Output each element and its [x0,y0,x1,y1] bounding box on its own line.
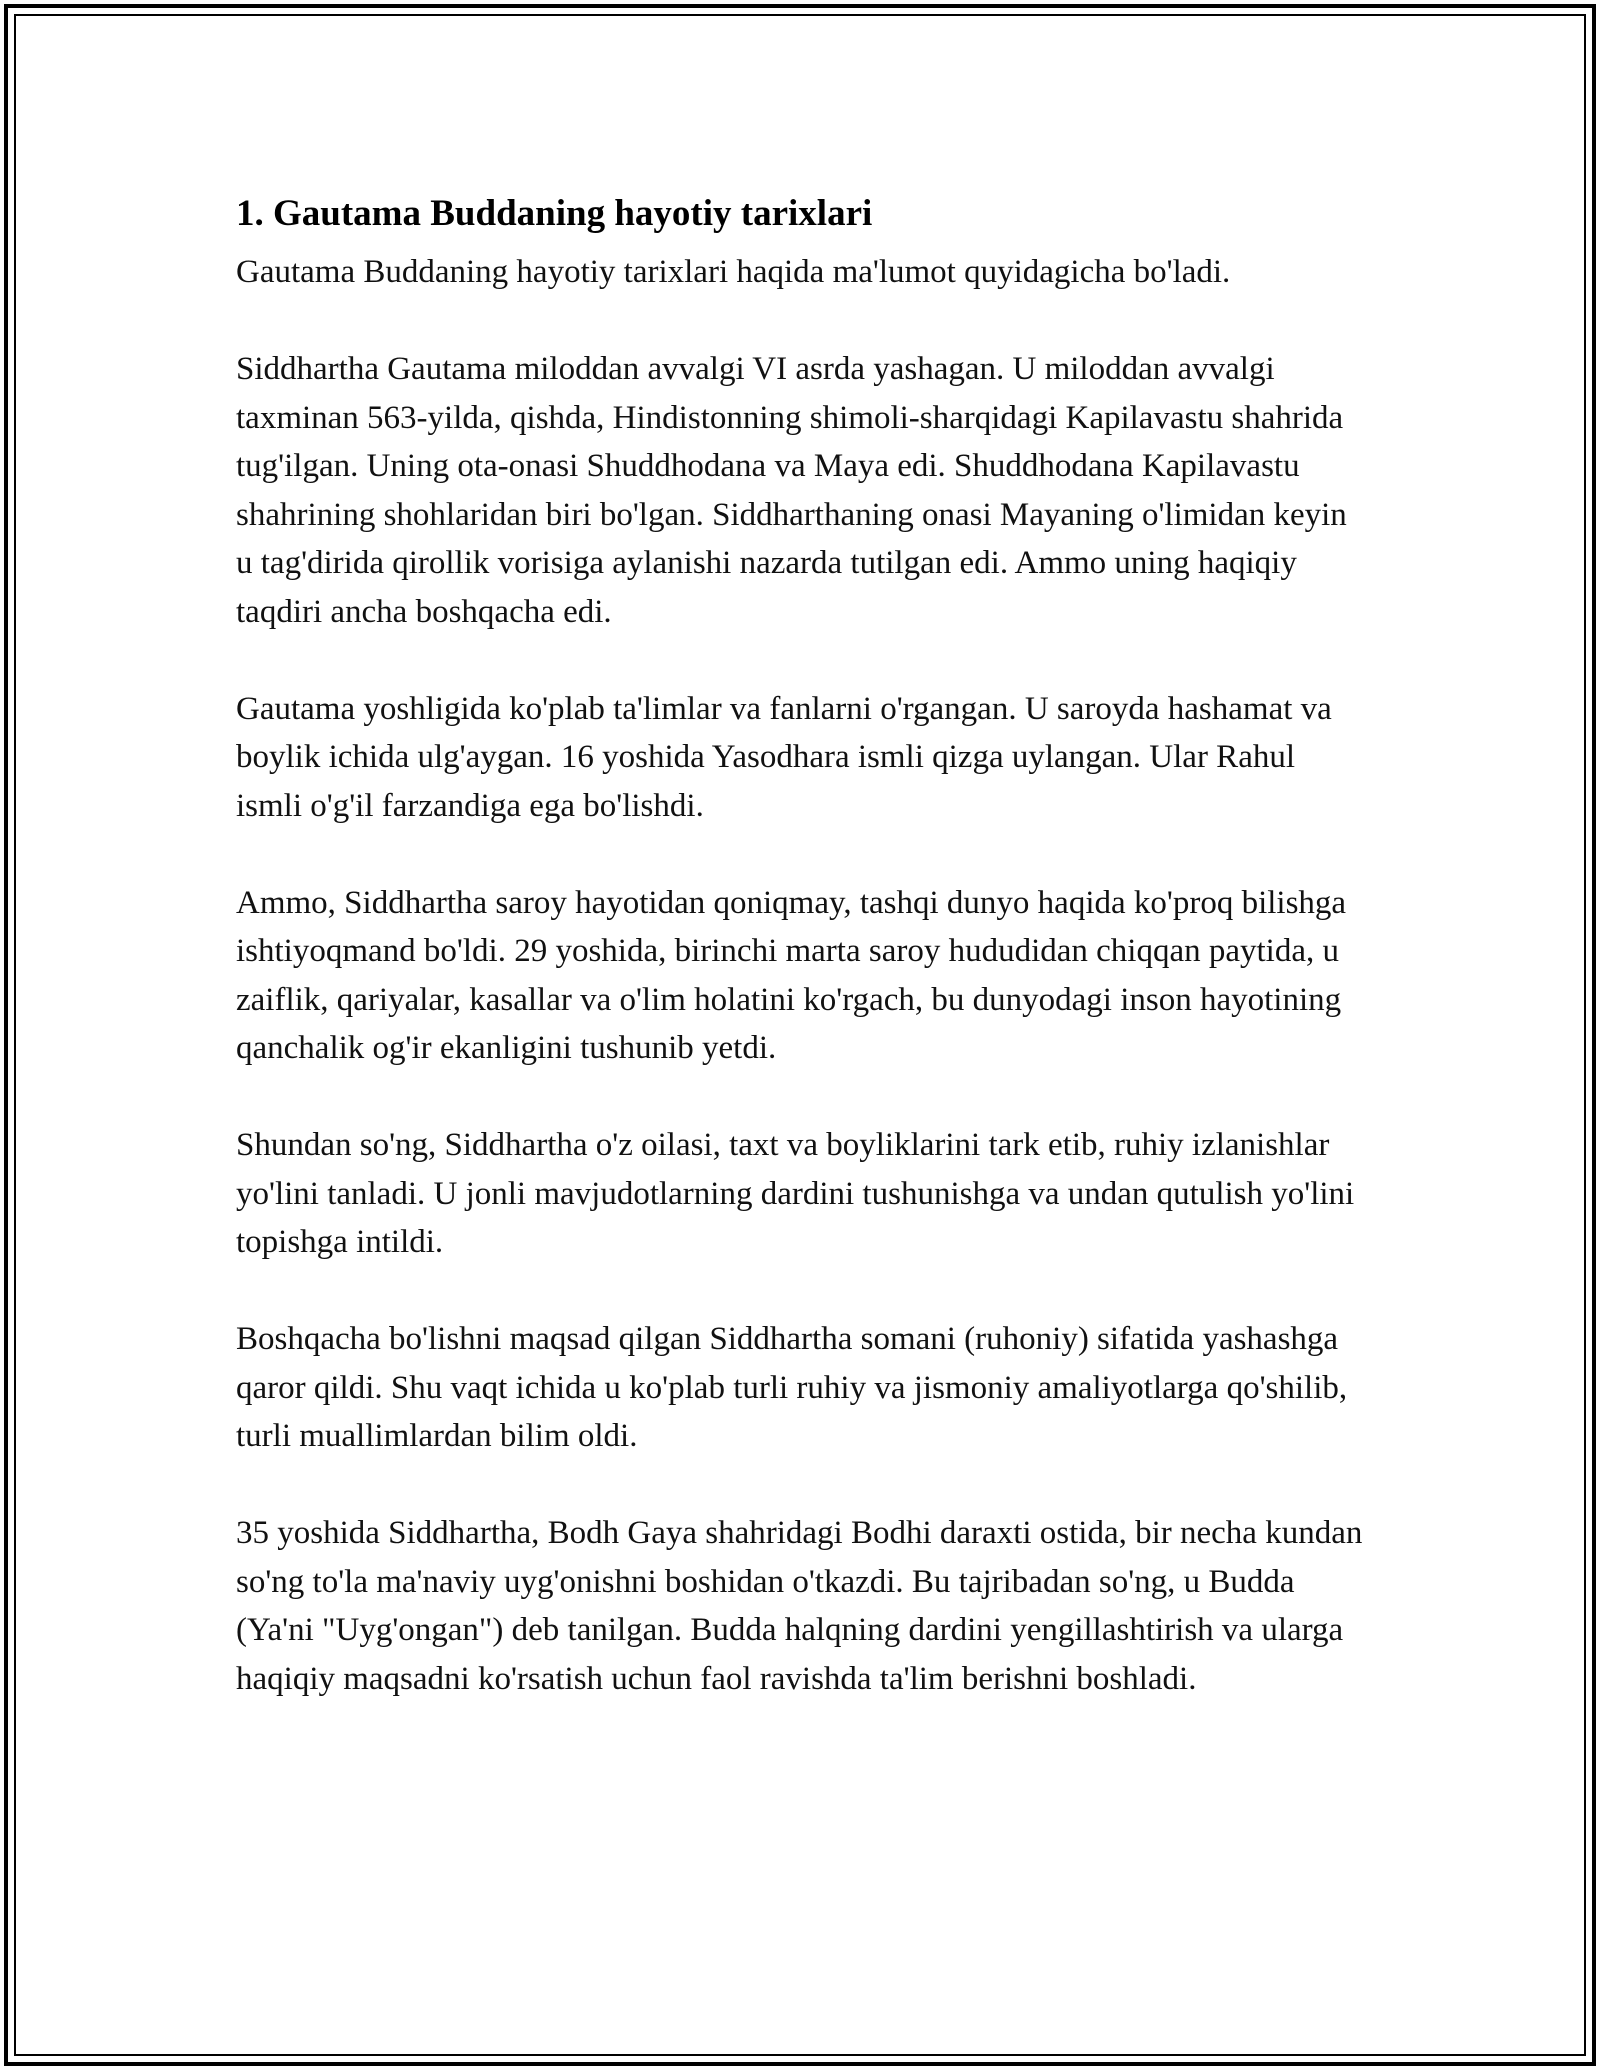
paragraph-renunciation: Shundan so'ng, Siddhartha o'z oilasi, taxt va boyliklarini tark etib, ruhiy izlanishlar yo'lini tanladi. U jonli mavjudotlarning dardini tushunishga va undan qutulish yo'lini topishga intildi. [236,1127,1355,1260]
document-title: 1. Gautama Buddaning hayotiy tarixlari [236,193,873,234]
paragraph-intro: Gautama Buddaning hayotiy tarixlari haqida ma'lumot quyidagicha bo'ladi. [236,254,1231,290]
document-body [236,186,1366,1752]
paragraph-youth: Gautama yoshligida ko'plab ta'limlar va fanlarni o'rgangan. U saroyda hashamat va boylik ichida ulg'aygan. 16 yoshida Yasodhara ismli qizga uylangan. Ular Rahul ismli o'g'il farzandiga ega bo'lishdi. [236,690,1332,824]
paragraph-enlightenment: 35 yoshida Siddhartha, Bodh Gaya shahridagi Bodhi daraxti ostida, bir necha kundan so'ng to'la ma'naviy uyg'onishni boshidan o'tkazdi. Bu tajribadan so'ng, u Budda (Ya'ni "Uyg'ongan") deb tanilgan. Budda halqning dardini yengillashtirish va ularga haqiqiy maqsadni ko'rsatish uchun faol ravishda ta'lim berishni boshladi. [236,1515,1363,1697]
paragraph-ascetic: Boshqacha bo'lishni maqsad qilgan Siddhartha somani (ruhoniy) sifatida yashashga qaror qildi. Shu vaqt ichida u ko'plab turli ruhiy va jismoniy amaliyotlarga qo'shilib, turli muallimlardan bilim oldi. [236,1321,1348,1454]
paragraph-awareness: Ammo, Siddhartha saroy hayotidan qoniqmay, tashqi dunyo haqida ko'proq bilishga ishtiyoqmand bo'ldi. 29 yoshida, birinchi marta saroy hududidan chiqqan paytida, u zaiflik, qariyalar, kasallar va o'lim holatini ko'rgach, bu dunyodagi inson hayotining qanchalik og'ir ekanligini tushunib yetdi. [236,884,1347,1066]
paragraph-birth: Siddhartha Gautama miloddan avvalgi VI asrda yashagan. U miloddan avvalgi taxminan 563-yilda, qishda, Hindistonning shimoli-sharqidagi Kapilavastu shahrida tug'ilgan. Uning ota-onasi Shuddhodana va Maya edi. Shuddhodana Kapilavastu shahrining shohlaridan biri bo'lgan. Siddharthaning onasi Mayaning o'limidan keyin u tag'dirida qirollik vorisiga aylanishi nazarda tutilgan edi. Ammo uning haqiqiy taqdiri ancha boshqacha edi. [236,351,1347,630]
